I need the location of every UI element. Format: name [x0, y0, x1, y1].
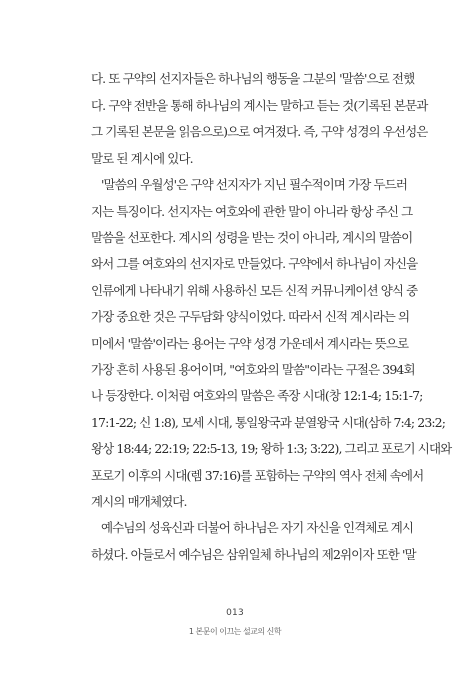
text-line: 예수님의 성육신과 더불어 하나님은 자기 자신을 인격체로 계시: [101, 520, 414, 535]
text-line: 나 등장한다. 이처럼 여호와의 말씀은 족장 시대(창 12:1-4; 15:1-7;: [91, 388, 423, 403]
text-line: 지는 특징이다. 선지자는 여호와에 관한 말이 아니라 항상 주신 그: [91, 204, 413, 219]
text-line: 가장 중요한 것은 구두담화 양식이었다. 따라서 신적 계시라는 의: [91, 309, 410, 324]
text-line: 인류에게 나타내기 위해 사용하신 모든 신적 커뮤니케이션 양식 중: [91, 283, 418, 298]
text-line: 가장 흔히 사용된 용어이며, "여호와의 말씀"이라는 구절은 394회: [91, 362, 415, 377]
text-line: 포로기 이후의 시대(렘 37:16)를 포함하는 구약의 역사 전체 속에서: [91, 468, 424, 483]
text-line: 다. 또 구약의 선지자들은 하나님의 행동을 그분의 '말씀'으로 전했: [91, 71, 415, 86]
text-line: 말로 된 계시에 있다.: [91, 151, 193, 166]
text-line: 미에서 '말씀'이라는 용어는 구약 성경 가운데서 계시라는 뜻으로: [91, 336, 409, 351]
text-line: '말씀의 우월성'은 구약 선지자가 지닌 필수적이며 가장 두드러: [101, 177, 407, 192]
text-line: 다. 구약 전반을 통해 하나님의 계시는 말하고 듣는 것(기록된 본문과: [91, 98, 428, 113]
text-line: 계시의 매개체였다.: [91, 494, 187, 509]
page-number: 013: [226, 608, 244, 618]
text-line: 그 기록된 본문을 읽음으로)으로 여겨졌다. 즉, 구약 성경의 우선성은: [91, 124, 428, 139]
text-line: 왕상 18:44; 22:19; 22:5-13, 19; 왕하 1:3; 3:22), 그리고 포로기 시대와: [91, 441, 452, 456]
chapter-title: 1 본문이 이끄는 설교의 신학: [188, 627, 282, 636]
text-line: 17:1-22; 신 1:8), 모세 시대, 통일왕국과 분열왕국 시대(삼하 7:4; 23:2;: [91, 415, 446, 430]
text-line: 하셨다. 아들로서 예수님은 삼위일체 하나님의 제2위이자 또한 '말: [91, 547, 416, 562]
text-line: 와서 그를 여호와의 선지자로 만들었다. 구약에서 하나님이 자신을: [91, 256, 418, 271]
text-line: 말씀을 선포한다. 계시의 성령을 받는 것이 아니라, 계시의 말씀이: [91, 230, 413, 245]
